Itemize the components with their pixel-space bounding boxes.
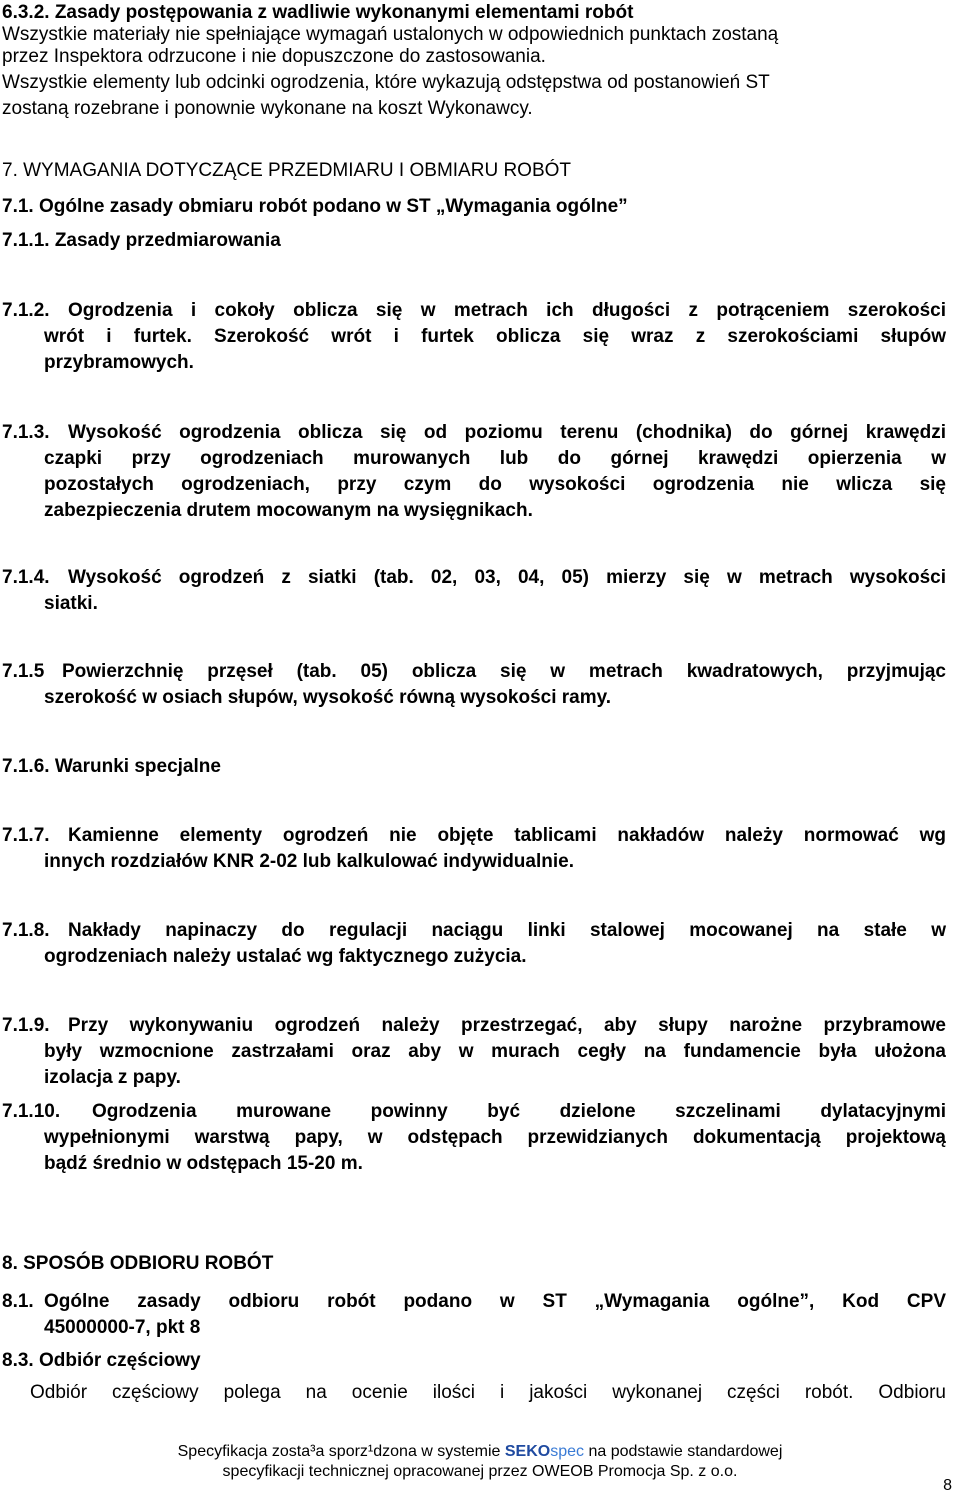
text-line: wypełnionymi warstwą papy, w odstępach przewidzianych dokumentacją projektową <box>44 1127 946 1148</box>
paragraph-line: zostaną rozebrane i ponownie wykonane na koszt Wykonawcy. <box>2 98 533 119</box>
item-number: 7.1.4. <box>2 567 50 588</box>
paragraph-line: przez Inspektora odrzucone i nie dopuszczone do zastosowania. <box>2 46 546 67</box>
section-7-1-heading: 7.1. Ogólne zasady obmiaru robót podano w ST „Wymagania ogólne” <box>2 196 628 217</box>
text-line: Powierzchnię przęseł (tab. 05) oblicza się w metrach kwadratowych, przyjmując <box>62 661 946 682</box>
item-7-1-4-text <box>44 565 946 617</box>
text-line: zabezpieczenia drutem mocowanym na wysięgnikach. <box>44 500 533 521</box>
item-7-1-5-text <box>44 659 946 711</box>
brand-logo-seko: SEKO <box>504 1443 551 1460</box>
footer-text: Specyfikacja zosta³a sporz¹dzona w systemie <box>177 1443 505 1460</box>
text-line: izolacja z papy. <box>44 1067 181 1088</box>
text-line: szerokość w osiach słupów, wysokość równą wysokości ramy. <box>44 687 612 708</box>
text-line: pozostałych ogrodzeniach, przy czym do wysokości ogrodzenia nie wlicza się <box>44 474 946 495</box>
text-line: wrót i furtek. Szerokość wrót i furtek oblicza się wraz z szerokościami słupów <box>44 326 946 347</box>
item-number: 7.1.5 <box>2 661 45 682</box>
section-7-title: 7. WYMAGANIA DOTYCZĄCE PRZEDMIARU I OBMIARU ROBÓT <box>2 160 571 181</box>
text-line: Nakłady napinaczy do regulacji naciągu linki stalowej mocowanej na stałe w <box>68 920 946 941</box>
paragraph-line: Wszystkie materiały nie spełniające wymagań ustalonych w odpowiednich punktach zostaną <box>2 24 779 45</box>
item-number: 7.1.9. <box>2 1015 50 1036</box>
text-line: były wzmocnione zastrzałami oraz aby w murach cegły na fundamencie była ułożona <box>44 1041 946 1062</box>
section-7-1-6-heading: 7.1.6. Warunki specjalne <box>2 756 221 777</box>
item-number: 8.1. <box>2 1291 34 1312</box>
item-number: 7.1.3. <box>2 422 50 443</box>
text-line: siatki. <box>44 593 98 614</box>
brand-logo-spec: spec <box>550 1443 585 1460</box>
text-line: Kamienne elementy ogrodzeń nie objęte tablicami nakładów należy normować wg <box>68 825 946 846</box>
item-7-1-10-text <box>44 1099 946 1177</box>
item-number: 7.1.2. <box>2 300 50 321</box>
text-line: bądź średnio w odstępach 15-20 m. <box>44 1153 363 1174</box>
item-7-1-2-text <box>44 298 946 376</box>
section-8-3-text: Odbiór częściowy polega na ocenie ilości i jakości wykonanej części robót. Odbioru <box>30 1382 946 1403</box>
section-7-1-1-heading: 7.1.1. Zasady przedmiarowania <box>2 230 281 251</box>
text-line: 45000000-7, pkt 8 <box>44 1317 201 1338</box>
text-line: przybramowych. <box>44 352 194 373</box>
section-8-3-heading: 8.3. Odbiór częściowy <box>2 1350 201 1371</box>
text-line: Przy wykonywaniu ogrodzeń należy przestrzegać, aby słupy narożne przybramowe <box>68 1015 946 1036</box>
item-8-1-text <box>44 1289 946 1341</box>
item-7-1-9-text <box>44 1013 946 1091</box>
text-line: Ogólne zasady odbioru robót podano w ST „Wymagania ogólne”, Kod CPV <box>44 1291 946 1312</box>
text-line: Ogrodzenia murowane powinny być dzielone szczelinami dylatacyjnymi <box>92 1101 946 1122</box>
text-line: Wysokość ogrodzenia oblicza się od poziomu terenu (chodnika) do górnej krawędzi <box>68 422 946 443</box>
item-7-1-8-text <box>44 918 946 970</box>
paragraph-line: Wszystkie elementy lub odcinki ogrodzenia, które wykazują odstępstwa od postanowień ST <box>2 72 770 93</box>
text-line: ogrodzeniach należy ustalać wg faktycznego zużycia. <box>44 946 527 967</box>
footer-text: na podstawie standardowej <box>584 1443 783 1460</box>
item-number: 7.1.10. <box>2 1101 61 1122</box>
page-number: 8 <box>943 1477 952 1494</box>
text-line: Wysokość ogrodzeń z siatki (tab. 02, 03, 04, 05) mierzy się w metrach wysokości <box>68 567 946 588</box>
item-number: 7.1.7. <box>2 825 50 846</box>
text-line: czapki przy ogrodzeniach murowanych lub do górnej krawędzi opierzenia w <box>44 448 946 469</box>
text-line: innych rozdziałów KNR 2-02 lub kalkulować indywidualnie. <box>44 851 574 872</box>
footer-line-2: specyfikacji technicznej opracowanej przez OWEOB Promocja Sp. z o.o. <box>222 1463 738 1480</box>
item-7-1-7-text <box>44 823 946 875</box>
text-line: Ogrodzenia i cokoły oblicza się w metrach ich długości z potrąceniem szerokości <box>68 300 946 321</box>
item-7-1-3-text <box>44 420 946 524</box>
item-number: 7.1.8. <box>2 920 50 941</box>
footer-line-1 <box>0 1443 960 1461</box>
section-6-3-2-title: 6.3.2. Zasady postępowania z wadliwie wykonanymi elementami robót <box>2 2 634 23</box>
section-8-title: 8. SPOSÓB ODBIORU ROBÓT <box>2 1253 274 1274</box>
